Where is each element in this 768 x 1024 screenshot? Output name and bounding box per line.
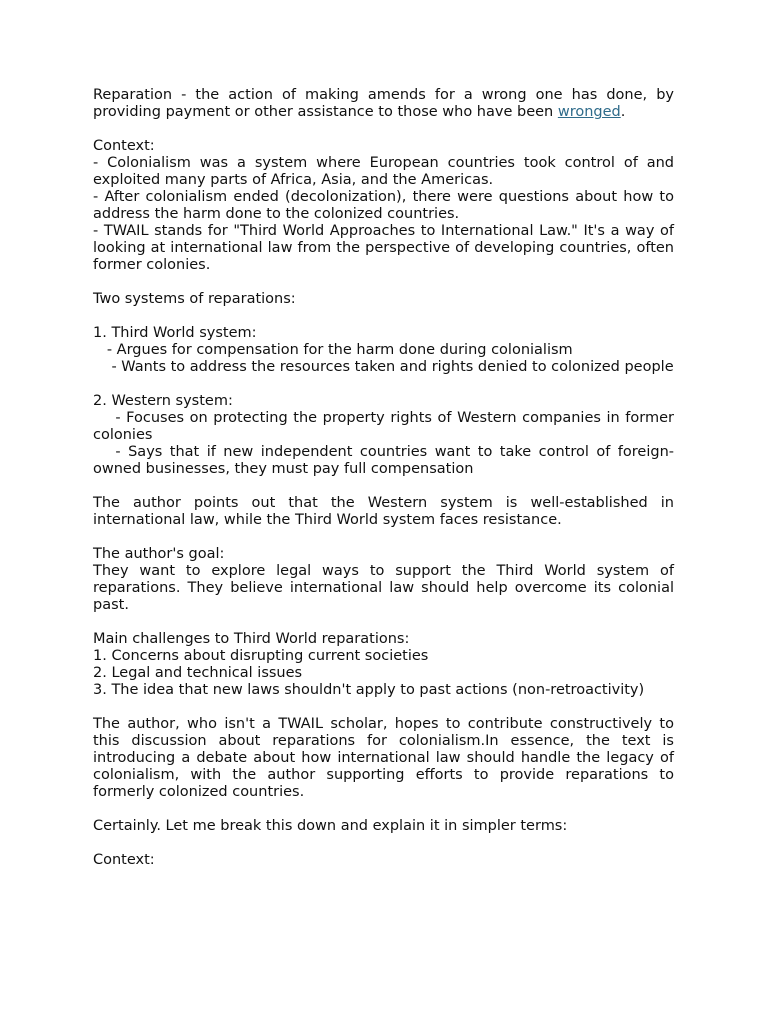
third-world-item: - Argues for compensation for the harm done during colonialism [93,342,573,358]
context-heading: Context: [93,138,155,154]
document-page [93,87,679,869]
systems-heading: Two systems of reparations: [93,291,296,307]
challenge-item: 3. The idea that new laws shouldn't apply to past actions (non-retroactivity) [93,682,645,698]
third-world-item: - Wants to address the resources taken and rights denied to colonized people [93,359,674,375]
context-item: - Colonialism was a system where European countries took control of and exploited many parts of Africa, Asia, and the Americas. [93,155,674,188]
intro-text: Reparation - the action of making amends for a wrong one has done, by providing payment or other assistance to those who have been [93,87,674,120]
western-title: 2. Western system: [93,393,233,409]
intro-text-end: . [620,104,626,120]
context-item: - After colonialism ended (decolonization), there were questions about how to address the harm done to the colonized countries. [93,189,674,222]
western-item: - Focuses on protecting the property rights of Western companies in former colonies [93,410,679,443]
challenges-heading: Main challenges to Third World reparations: [93,631,410,647]
context-heading-2: Context: [93,852,155,868]
goal-heading: The author's goal: [93,546,225,562]
context-item: - TWAIL stands for "Third World Approaches to International Law." It's a way of looking at international law from the perspective of developing countries, often former colonies. [93,223,674,273]
goal-paragraph: They want to explore legal ways to support the Third World system of reparations. They believe international law should help overcome its colonial past. [93,563,674,613]
intro-paragraph [93,87,674,121]
author-point-paragraph: The author points out that the Western system is well-established in international law, while the Third World system faces resistance. [93,495,674,528]
western-item: - Says that if new independent countries want to take control of foreign-owned businesses, they must pay full compensation [93,444,674,477]
third-world-title: 1. Third World system: [93,325,257,341]
wronged-link[interactable]: wronged [557,104,621,120]
breakdown-intro: Certainly. Let me break this down and explain it in simpler terms: [93,818,568,834]
challenge-item: 2. Legal and technical issues [93,665,303,681]
conclusion-paragraph: The author, who isn't a TWAIL scholar, hopes to contribute constructively to this discussion about reparations for colonialism.In essence, the text is introducing a debate about how international law should handle the legacy of colonialism, with the author supporting efforts to provide reparations to formerly colonized countries. [93,716,674,800]
challenge-item: 1. Concerns about disrupting current societies [93,648,429,664]
